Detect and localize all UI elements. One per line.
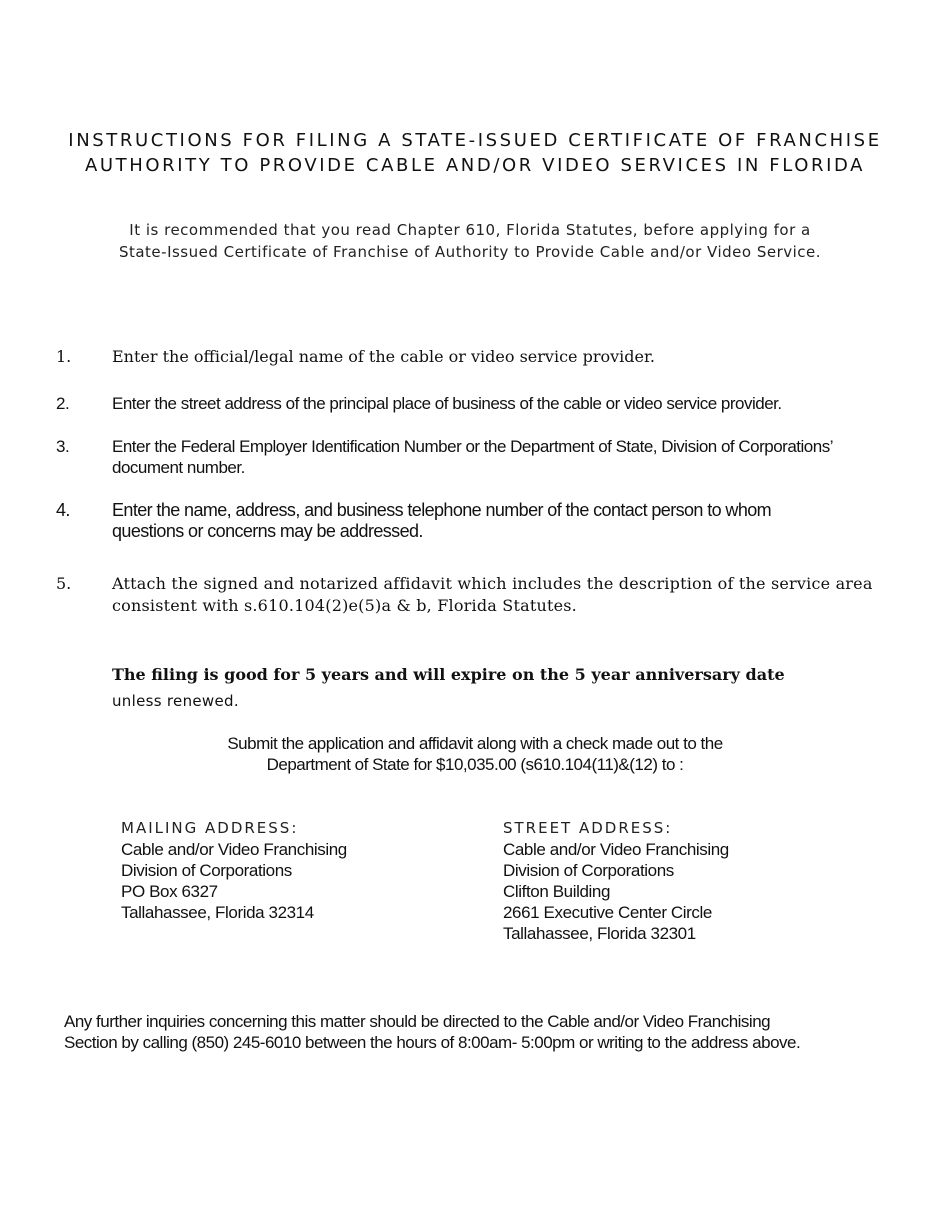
item-1-line-1: Enter the official/legal name of the cable or video service provider. [112,347,655,366]
mailing-address-block [121,818,461,923]
mailing-address-line: Tallahassee, Florida 32314 [121,903,314,922]
inquiries-paragraph [64,1011,914,1053]
item-4-line-2: questions or concerns may be addressed. [112,521,423,541]
item-2-text [112,393,912,414]
item-5-line-2: consistent with s.610.104(2)e(5)a & b, Florida Statutes. [112,596,577,615]
street-address-line: 2661 Executive Center Circle [503,903,712,922]
inquiries-line-1: Any further inquiries concerning this matter should be directed to the Cable and/or Video Franchising [64,1012,771,1031]
submit-line-1: Submit the application and affidavit along with a check made out to the [227,734,723,753]
item-5-number: 5. [56,574,72,593]
filing-validity-bold: The filing is good for 5 years and will expire on the 5 year anniversary date [112,665,785,684]
item-4-text [112,500,912,542]
item-5-line-1: Attach the signed and notarized affidavit which includes the description of the service area [112,574,873,593]
street-address-line: Cable and/or Video Franchising [503,840,729,859]
item-3-text [112,436,932,478]
item-3-line-2: document number. [112,458,245,477]
item-1-number: 1. [56,347,72,366]
submit-line-2: Department of State for $10,035.00 (s610.104(11)&(12) to : [266,755,684,774]
street-address-line: Clifton Building [503,882,610,901]
item-1-text [112,346,912,368]
title-line-2: AUTHORITY TO PROVIDE CABLE AND/OR VIDEO SERVICES IN FLORIDA [84,155,866,176]
street-address-line: Tallahassee, Florida 32301 [503,924,696,943]
item-2-line-1: Enter the street address of the principal place of business of the cable or video service provider. [112,394,782,413]
mailing-address-heading: MAILING ADDRESS: [121,819,299,837]
submit-instructions [80,733,870,775]
mailing-address-line: Division of Corporations [121,861,292,880]
intro-paragraph [0,219,940,263]
item-4-line-1: Enter the name, address, and business telephone number of the contact person to whom [112,500,772,520]
street-address-block [503,818,843,944]
item-2-number: 2. [56,394,70,413]
street-address-line: Division of Corporations [503,861,674,880]
mailing-address-line: PO Box 6327 [121,882,218,901]
intro-line-2: State-Issued Certificate of Franchise of Authority to Provide Cable and/or Video Service. [118,243,822,261]
street-address-heading: STREET ADDRESS: [503,819,673,837]
inquiries-line-2: Section by calling (850) 245-6010 between the hours of 8:00am- 5:00pm or writing to the address above. [64,1033,801,1052]
mailing-address-line: Cable and/or Video Franchising [121,840,347,859]
item-3-line-1: Enter the Federal Employer Identification Number or the Department of State, Division of Corporations’ [112,437,833,456]
item-4-number: 4. [56,500,70,520]
item-5-text [112,573,912,617]
document-title [0,128,950,178]
intro-line-1: It is recommended that you read Chapter 610, Florida Statutes, before applying for a [129,221,811,239]
title-line-1: INSTRUCTIONS FOR FILING A STATE-ISSUED CERTIFICATE OF FRANCHISE [68,130,882,151]
item-3-number: 3. [56,437,70,456]
filing-validity-normal: unless renewed. [112,692,239,710]
